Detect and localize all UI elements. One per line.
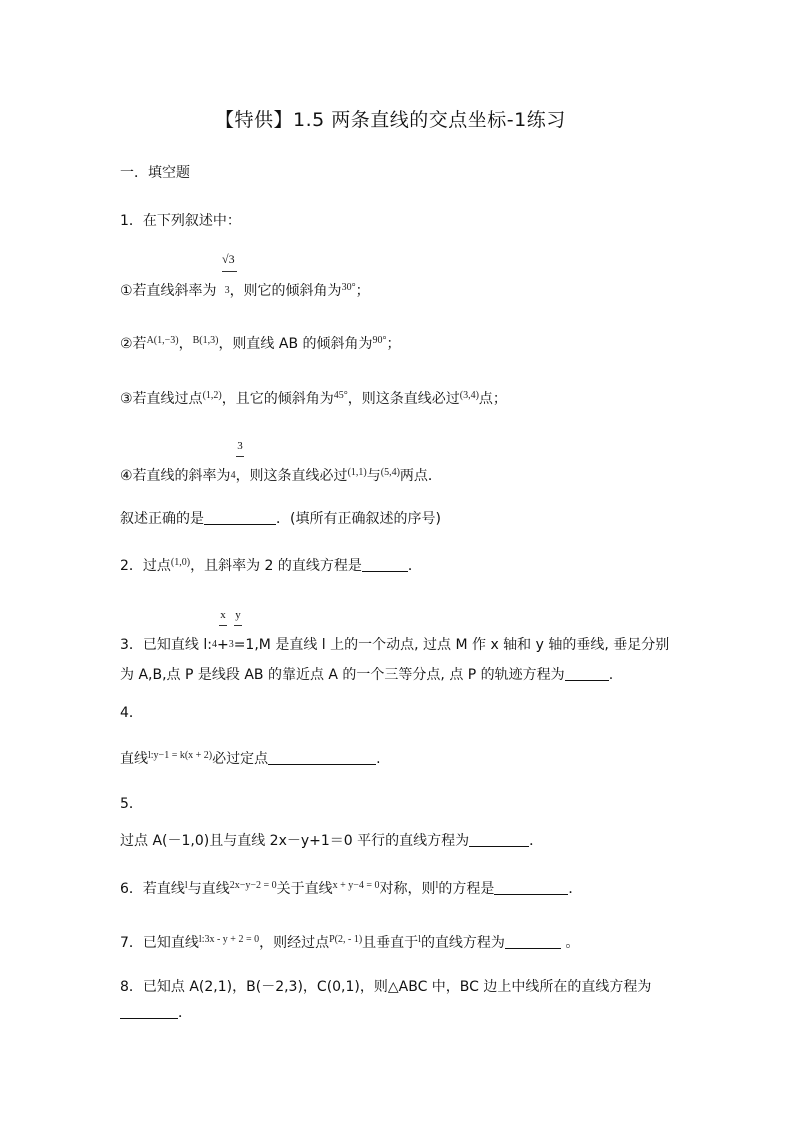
section-heading: 一．填空题 [120, 165, 190, 181]
fraction-bar [222, 271, 237, 272]
question-7: 7．已知直线$^{l:3x - y + 2 = 0}$，则经过点$^{P(2, - 1)}$且垂直于$^l$的直线方程为 。 [120, 934, 580, 951]
question-5: 过点 A(－1,0)且与直线 2x－y+1＝0 平行的直线方程为 ． [120, 833, 544, 849]
question-5-number: 5． [120, 796, 143, 812]
question-1-statement-1: ①若直线斜率为 3，则它的倾斜角为$^{30^\circ}$； [120, 282, 370, 299]
fraction-numerator: x [220, 609, 226, 621]
question-1-statement-2: ②若$^{A(1,-3)}$，$^{B(1,3)}$，则直线 AB 的倾斜角为$^{90^\circ}$； [120, 335, 401, 352]
fraction-bar [236, 456, 244, 457]
question-3-line-1: 3．已知直线 l:4+3=1,M 是直线 l 上的一个动点, 过点 M 作 x 轴和 y 轴的垂线, 垂足分别 [120, 637, 670, 653]
question-1-ask: 叙述正确的是 ．(填所有正确叙述的序号) [120, 511, 441, 527]
fraction-bar [219, 625, 227, 626]
answer-blank[interactable] [204, 512, 276, 525]
question-1-statement-4: ④若直线的斜率为4，则这条直线必过$^{(1,1)}$与$^{(5,4)}$两点． [120, 467, 442, 484]
fraction-bar [234, 625, 242, 626]
question-8-line-1: 8．已知点 A(2,1)，B(－2,3)，C(0,1)，则△ABC 中，BC 边上中线所在的直线方程为 [120, 979, 652, 995]
answer-blank[interactable] [469, 834, 529, 847]
question-1-intro: 1．在下列叙述中： [120, 213, 241, 229]
fraction-numerator: √3 [222, 252, 235, 266]
answer-blank[interactable] [494, 882, 568, 895]
fraction-numerator: y [235, 609, 241, 621]
question-2: 2．过点$^{(1,0)}$，且斜率为 2 的直线方程是 ． [120, 557, 422, 574]
answer-blank[interactable] [362, 559, 408, 572]
question-3-line-2: 为 A,B,点 P 是线段 AB 的靠近点 A 的一个三等分点, 点 P 的轨迹方程为 . [120, 667, 614, 683]
fraction-numerator: 3 [237, 440, 243, 452]
answer-blank[interactable] [268, 752, 376, 765]
question-4-number: 4． [120, 705, 143, 721]
question-1-statement-3: ③若直线过点$^{(1,2)}$，且它的倾斜角为$^{45^\circ}$，则这条直线必过$^{(3,4)}$点； [120, 390, 507, 407]
fraction-denominator: 3 [224, 285, 230, 296]
answer-blank[interactable] [120, 1006, 178, 1019]
question-4: 直线$^{l:y-1 = k(x + 2)}$必过定点 . [120, 750, 381, 767]
answer-blank[interactable] [505, 936, 561, 949]
page-title: 【特供】1.5 两条直线的交点坐标-1练习 [215, 109, 566, 131]
fraction-denominator: 4 [230, 470, 236, 481]
question-6: 6．若直线$^l$与直线$^{2x-y-2 = 0}$关于直线$^{x + y-4 = 0}$对称，则$^l$的方程是 ． [120, 880, 583, 897]
question-8-line-2: ． [120, 1002, 192, 1022]
answer-blank[interactable] [565, 668, 609, 681]
